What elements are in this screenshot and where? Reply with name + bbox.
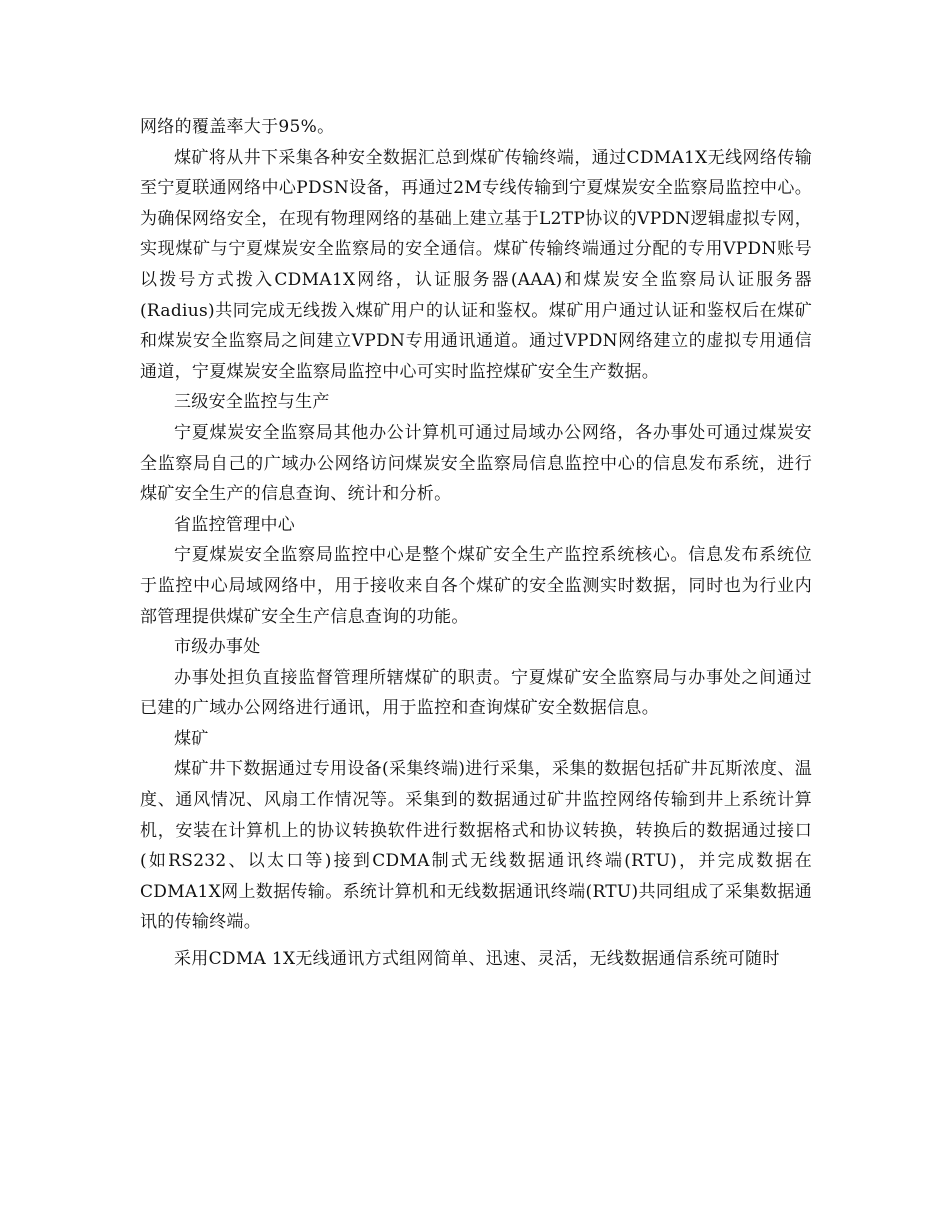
section-heading-provincial-center: 省监控管理中心 [174,514,296,535]
paragraph-cdma-advantages: 采用CDMA 1X无线通讯方式组网简单、迅速、灵活，无线数据通信系统可随时 [174,949,780,970]
section-heading-three-level: 三级安全监控与生产 [174,392,330,413]
paragraph-network-architecture: 煤矿将从井下采集各种安全数据汇总到煤矿传输终端，通过CDMA1X无线网络传输至宁夏联通网络中心PDSN设备，再通过2M专线传输到宁夏煤炭安全监察局监控中心。为确保网络安全，在现有物理网络的基础上建立基于L2TP协议的VPDN逻辑虚拟专网，实现煤矿与宁夏煤炭安全监察局的安全通信。煤矿传输终端通过分配的专用VPDN账号以拨号方式拨入CDMA1X网络，认证服务器(AAA)和煤炭安全监察局认证服务器(Radius)共同完成无线拨入煤矿用户的认证和鉴权。煤矿用户通过认证和鉴权后在煤矿和煤炭安全监察局之间建立VPDN专用通讯通道。通过VPDN网络建立的虚拟专用通信通道，宁夏煤炭安全监察局监控中心可实时监控煤矿安全生产数据。 [140,147,812,382]
paragraph-coal-mine: 煤矿井下数据通过专用设备(采集终端)进行采集，采集的数据包括矿井瓦斯浓度、温度、通风情况、风扇工作情况等。采集到的数据通过矿井监控网络传输到井上系统计算机，安装在计算机上的协议转换软件进行数据格式和协议转换，转换后的数据通过接口(如RS232、以太口等)接到CDMA制式无线数据通讯终端(RTU)，并完成数据在CDMA1X网上数据传输。系统计算机和无线数据通讯终端(RTU)共同组成了采集数据通讯的传输终端。 [140,759,812,933]
document-page [140,112,812,975]
paragraph-provincial-center: 宁夏煤炭安全监察局监控中心是整个煤矿安全生产监控系统核心。信息发布系统位于监控中心局域网络中，用于接收来自各个煤矿的安全监测实时数据，同时也为行业内部管理提供煤矿安全生产信息查询的功能。 [140,545,812,627]
section-heading-coal-mine: 煤矿 [174,728,209,749]
section-heading-city-office: 市级办事处 [174,637,261,658]
paragraph-continuation: 网络的覆盖率大于95%。 [140,117,335,137]
paragraph-city-office: 办事处担负直接监督管理所辖煤矿的职责。宁夏煤矿安全监察局与办事处之间通过已建的广域办公网络进行通讯，用于监控和查询煤矿安全数据信息。 [140,667,812,719]
paragraph-three-level: 宁夏煤炭安全监察局其他办公计算机可通过局域办公网络，各办事处可通过煤炭安全监察局自己的广域办公网络访问煤炭安全监察局信息监控中心的信息发布系统，进行煤矿安全生产的信息查询、统计和分析。 [140,422,812,505]
